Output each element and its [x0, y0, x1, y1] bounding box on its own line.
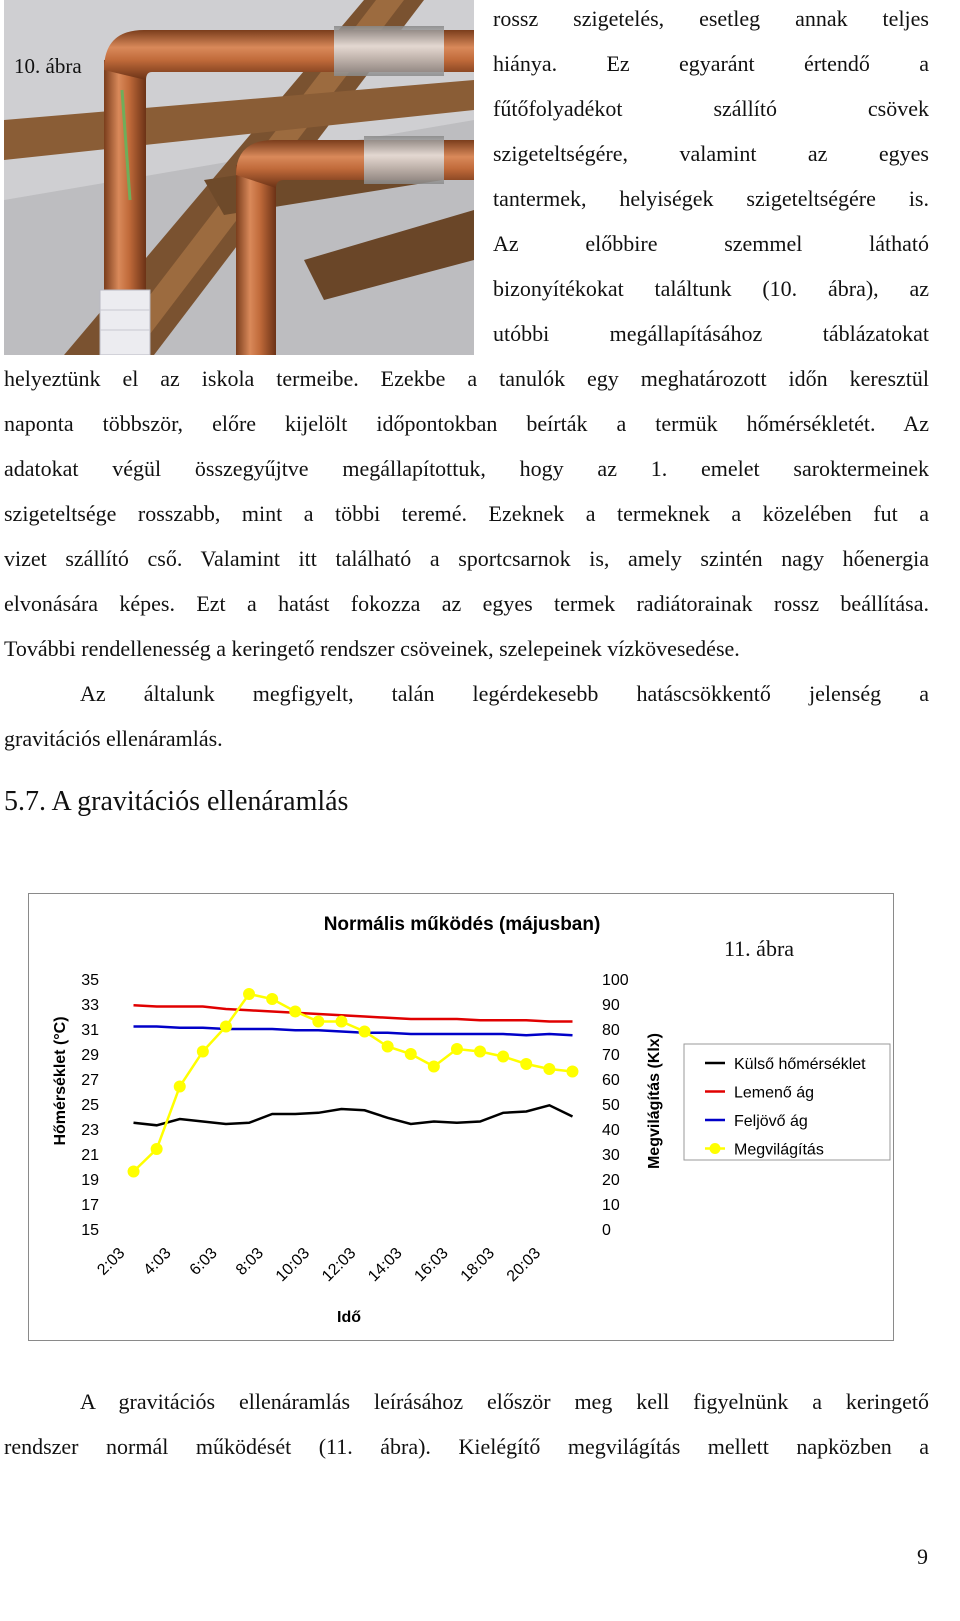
x-tick-labels [94, 1245, 544, 1285]
x-tick-label: 16:03 [411, 1244, 452, 1286]
x-tick-label: 10:03 [272, 1244, 314, 1286]
text-line: tantermek, helyiségek szigeteltségére is. [493, 186, 929, 211]
x-tick-label: 6:03 [186, 1244, 221, 1279]
text-line: szigeteltségére, valamint az egyes [493, 141, 929, 166]
figure-11-label: 11. ábra [724, 936, 795, 961]
text-line: Az előbbire szemmel látható [493, 231, 929, 256]
series-point [474, 1046, 486, 1058]
y-tick-label-right: 100 [602, 972, 629, 989]
text-line: utóbbi megállapításához táblázatokat [493, 321, 929, 346]
text-line: gravitációs ellenáramlás. [4, 726, 223, 751]
text-line: elvonására képes. Ezt a hatást fokozza az egyes termek radiátorainak rossz beállítása. [4, 591, 929, 616]
y-tick-label-left: 33 [81, 997, 99, 1014]
series-point [497, 1051, 509, 1063]
y-tick-label-right: 50 [602, 1097, 620, 1114]
series-point [451, 1043, 463, 1055]
x-tick-label: 4:03 [140, 1244, 175, 1279]
series-point [128, 1166, 140, 1178]
series-point [289, 1006, 301, 1018]
y-tick-label-left: 23 [81, 1122, 99, 1139]
figure-10-label: 10. ábra [14, 54, 82, 78]
y-tick-label-right: 10 [602, 1197, 620, 1214]
y-tick-label-right: 0 [602, 1222, 611, 1239]
right-tick-labels [602, 972, 629, 1239]
series-point [197, 1046, 209, 1058]
x-tick-label: 18:03 [457, 1244, 498, 1286]
y-tick-label-right: 60 [602, 1072, 620, 1089]
section-heading: 5.7. A gravitációs ellenáramlás [4, 786, 349, 817]
series-line [134, 1005, 573, 1021]
series-point [335, 1016, 347, 1028]
insulation-foil [334, 26, 444, 76]
text-line: A gravitációs ellenáramlás leírásához először meg kell figyelnünk a keringető [80, 1389, 929, 1414]
paragraph-1-full [4, 356, 929, 671]
series-point [520, 1058, 532, 1070]
series-layer [128, 988, 579, 1178]
y-tick-label-left: 15 [81, 1222, 99, 1239]
y-tick-label-left: 21 [81, 1147, 99, 1164]
series-point [428, 1061, 440, 1073]
series-point [151, 1143, 163, 1155]
x-tick-label: 8:03 [232, 1244, 267, 1279]
x-axis-label: Idő [337, 1309, 361, 1326]
y-tick-label-left: 29 [81, 1047, 99, 1064]
legend-label: Megvilágítás [734, 1141, 824, 1159]
y-tick-label-left: 19 [81, 1172, 99, 1189]
text-line: hiánya. Ez egyaránt értendő a [493, 51, 929, 76]
y-tick-label-right: 40 [602, 1122, 620, 1139]
series-line [134, 1105, 573, 1125]
y-tick-label-right: 90 [602, 997, 620, 1014]
text-line: adatokat végül összegyűjtve megállapítottuk, hogy az 1. emelet saroktermeinek [4, 456, 929, 481]
legend-marker [710, 1143, 721, 1154]
legend-label: Külső hőmérséklet [734, 1056, 866, 1073]
legend-label: Feljövő ág [734, 1113, 808, 1130]
legend-label: Lemenő ág [734, 1084, 815, 1102]
series-point [405, 1048, 417, 1060]
paragraph-1-right [493, 0, 929, 356]
text-line: naponta többször, előre kijelölt időpontokban beírták a termük hőmérsékletét. Az [4, 411, 929, 436]
series-point [382, 1041, 394, 1053]
series-point [243, 988, 255, 1000]
y-axis-label-right: Megvilágítás (Klx) [646, 1032, 663, 1170]
series-point [359, 1026, 371, 1038]
text-line: vizet szállító cső. Valamint itt található a sportcsarnok is, amely szintén nagy hőenergia [4, 546, 929, 571]
copper-pipe-right [236, 165, 276, 355]
text-line: Az általunk megfigyelt, talán legérdekesebb hatáscsökkentő jelenség a [80, 681, 929, 706]
x-tick-label: 2:03 [94, 1244, 129, 1279]
x-tick-label: 20:03 [503, 1244, 545, 1286]
series-point [220, 1021, 232, 1033]
y-tick-label-right: 70 [602, 1047, 620, 1064]
paragraph-2 [4, 671, 929, 761]
y-tick-label-left: 17 [81, 1197, 99, 1214]
text-line: További rendellenesség a keringető rendszer csöveinek, szelepeinek vízkövesedése. [4, 636, 740, 661]
text-line: rossz szigetelés, esetleg annak teljes [493, 6, 929, 31]
series-point [543, 1063, 555, 1075]
x-tick-label: 14:03 [365, 1244, 406, 1286]
text-line: rendszer normál működését (11. ábra). Kielégítő megvilágítás mellett napközben a [4, 1434, 929, 1459]
pipe-sleeve [100, 290, 150, 355]
y-tick-label-left: 27 [81, 1072, 99, 1089]
text-line: helyeztünk el az iskola termeibe. Ezekbe a tanulók egy meghatározott időn keresztül [4, 366, 929, 391]
y-axis-label-left: Hőmérséklet (°C) [52, 1016, 69, 1146]
page-number: 9 [917, 1544, 928, 1569]
paragraph-3 [4, 1379, 929, 1469]
series-point [174, 1081, 186, 1093]
y-tick-label-right: 30 [602, 1147, 620, 1164]
y-tick-label-left: 35 [81, 972, 99, 989]
y-tick-label-right: 20 [602, 1172, 620, 1189]
y-tick-label-right: 80 [602, 1022, 620, 1039]
text-line: fűtőfolyadékot szállító csövek [493, 96, 929, 121]
left-tick-labels [81, 972, 99, 1239]
series-point [266, 993, 278, 1005]
y-tick-label-left: 31 [81, 1022, 99, 1039]
text-line: bizonyítékokat találtunk (10. ábra), az [493, 276, 929, 301]
series-point [312, 1016, 324, 1028]
series-point [566, 1066, 578, 1078]
y-tick-label-left: 25 [81, 1097, 99, 1114]
x-tick-label: 12:03 [319, 1244, 360, 1286]
chart-title: Normális működés (májusban) [323, 914, 601, 935]
text-line: szigeteltsége rosszabb, mint a többi teremé. Ezeknek a termeknek a közelében fut a [4, 501, 929, 526]
